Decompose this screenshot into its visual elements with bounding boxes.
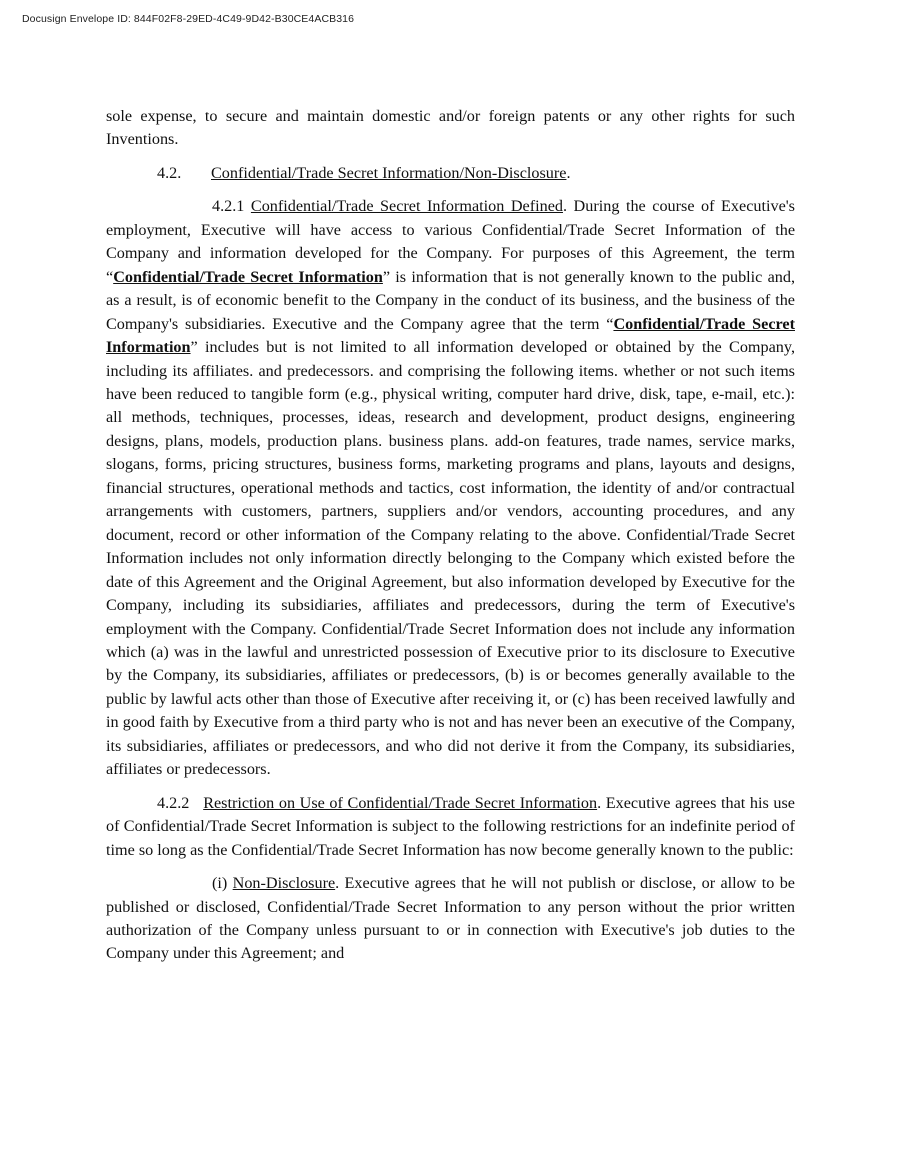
section-title: Confidential/Trade Secret Information Defined	[250, 197, 563, 216]
document-page	[106, 105, 795, 966]
section-title: Confidential/Trade Secret Information/Non-Disclosure	[211, 163, 567, 182]
section-4-2-2-paragraph	[106, 792, 795, 862]
paragraph-text: . Executive agrees that his use of Confidential/Trade Secret Information is subject to the following restrictions for an indefinite period of time so long as the Confidential/Trade Secret Information has now become generally known to the public:	[106, 793, 795, 859]
paragraph-text: ” includes but is not limited to all information developed or obtained by the Company, including its affiliates. and predecessors. and comprising the following items. whether or not such items have been reduced to tangible form (e.g., physical writing, computer hard drive, disk, tape, e-mail, etc.): all methods, techniques, processes, ideas, research and development, product designs, engineering designs, plans, models, production plans. business plans. add-on features, trade names, service marks, slogans, forms, pricing structures, business forms, marketing programs and plans, layouts and designs, financial structures, operational methods and tactics, cost information, the identity of and/or contractual arrangements with customers, partners, suppliers and/or vendors, accounting procedures, and any document, record or other information of the Company relating to the above. Confidential/Trade Secret Information includes not only information directly belonging to the Company which existed before the date of this Agreement and the Original Agreement, but also information developed by Executive for the Company, including its subsidiaries, affiliates and predecessors, during the term of Executive's employment with the Company. Confidential/Trade Secret Information does not include any information which (a) was in the lawful and unrestricted possession of Executive prior to its disclosure to Executive by the Company, its subsidiaries, affiliates or predecessors, (b) is or becomes generally available to the public by lawful acts other than those of Executive after receiving it, or (c) has been received lawfully and in good faith by Executive from a third party who is not and has never been an executive of the Company, its subsidiaries, affiliates or predecessors, and who did not derive it from the Company, its subsidiaries, affiliates or predecessors.	[106, 338, 795, 779]
section-number: 4.2.1	[212, 197, 245, 216]
section-title: Restriction on Use of Confidential/Trade Secret Information	[203, 793, 598, 812]
defined-term: Confidential/Trade Secret Information	[106, 314, 795, 357]
paragraph-text: . Executive agrees that he will not publish or disclose, or allow to be published or disclosed, Confidential/Trade Secret Information to any person without the prior written authorization of the Company unless pursuant to or in connection with Executive's job duties to the Company under this Agreement; and	[106, 874, 795, 963]
section-4-2-heading	[106, 162, 795, 185]
section-number: 4.2.	[157, 163, 182, 182]
docusign-envelope-id: Docusign Envelope ID: 844F02F8-29ED-4C49-9D42-B30CE4ACB316	[22, 13, 355, 25]
continuation-paragraph: sole expense, to secure and maintain domestic and/or foreign patents or any other rights for such Inventions.	[106, 107, 795, 149]
clause-title: Non-Disclosure	[232, 874, 336, 893]
clause-number: (i)	[212, 874, 228, 893]
paragraph-text: ” is information that is not generally known to the public and, as a result, is of economic benefit to the Company in the conduct of its business, and the business of the Company's subsidiaries. Executive and the Company agree that the term “	[106, 267, 795, 333]
clause-i-paragraph	[106, 872, 795, 966]
section-4-2-1-paragraph	[106, 195, 795, 781]
section-number: 4.2.2	[157, 793, 190, 812]
section-title-end: .	[566, 163, 571, 182]
defined-term: Confidential/Trade Secret Information	[113, 267, 383, 286]
paragraph-text: . During the course of Executive's employment, Executive will have access to various Confidential/Trade Secret Information of the Company and information developed for the Company. For purposes of this Agreement, the term “	[106, 197, 795, 286]
